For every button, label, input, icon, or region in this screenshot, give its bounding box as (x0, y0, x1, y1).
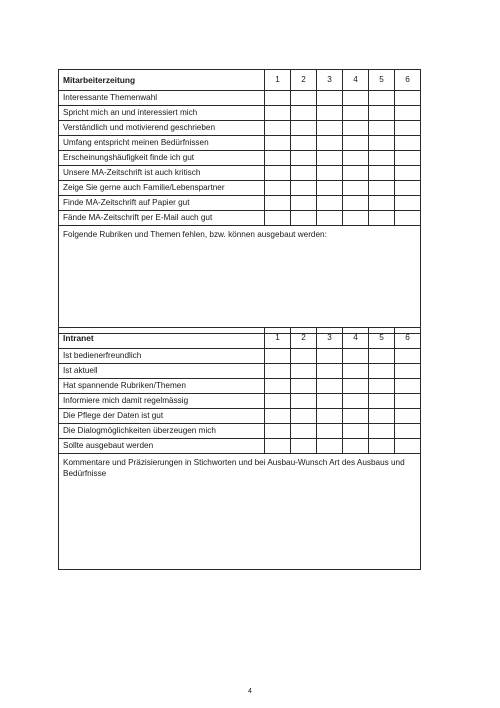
rating-cell[interactable] (265, 166, 291, 181)
question-label: Unsere MA-Zeitschrift ist auch kritisch (59, 166, 265, 181)
question-label: Zeige Sie gerne auch Familie/Lebenspartner (59, 181, 265, 196)
mitarbeiterzeitung-table (58, 69, 421, 334)
question-row (59, 349, 421, 364)
question-row (59, 364, 421, 379)
rating-cell[interactable] (291, 136, 317, 151)
rating-cell[interactable] (291, 151, 317, 166)
scale-label: 6 (395, 328, 421, 349)
rating-cell[interactable] (291, 439, 317, 454)
question-row (59, 136, 421, 151)
rating-cell[interactable] (317, 91, 343, 106)
rating-cell[interactable] (343, 364, 369, 379)
rating-cell[interactable] (395, 364, 421, 379)
rating-cell[interactable] (395, 181, 421, 196)
question-row (59, 196, 421, 211)
question-label: Erscheinungshäufigkeit finde ich gut (59, 151, 265, 166)
rating-cell[interactable] (395, 106, 421, 121)
rating-cell[interactable] (369, 349, 395, 364)
rating-cell[interactable] (395, 379, 421, 394)
rating-cell[interactable] (265, 106, 291, 121)
rating-cell[interactable] (343, 121, 369, 136)
rating-cell[interactable] (395, 349, 421, 364)
question-row (59, 424, 421, 439)
scale-label: 1 (265, 328, 291, 349)
rating-cell[interactable] (369, 196, 395, 211)
rating-cell[interactable] (317, 439, 343, 454)
section-title: Intranet (59, 328, 265, 349)
intranet-body (59, 328, 421, 570)
rating-cell[interactable] (395, 166, 421, 181)
rating-cell[interactable] (369, 181, 395, 196)
rating-cell[interactable] (291, 364, 317, 379)
rating-cell[interactable] (291, 91, 317, 106)
rating-cell[interactable] (343, 211, 369, 226)
rating-cell[interactable] (343, 136, 369, 151)
rating-cell[interactable] (369, 439, 395, 454)
scale-label: 1 (265, 70, 291, 91)
rating-cell[interactable] (291, 181, 317, 196)
rating-cell[interactable] (369, 151, 395, 166)
rating-cell[interactable] (291, 121, 317, 136)
page-number: 4 (248, 688, 252, 695)
rating-cell[interactable] (343, 439, 369, 454)
rating-cell[interactable] (369, 91, 395, 106)
rating-cell[interactable] (265, 211, 291, 226)
question-label: Ist aktuell (59, 364, 265, 379)
rating-cell[interactable] (317, 409, 343, 424)
question-row (59, 379, 421, 394)
comment-field[interactable]: Folgende Rubriken und Themen fehlen, bzw. können ausgebaut werden: (59, 226, 421, 334)
rating-cell[interactable] (265, 439, 291, 454)
rating-cell[interactable] (317, 211, 343, 226)
rating-cell[interactable] (265, 181, 291, 196)
rating-cell[interactable] (369, 121, 395, 136)
rating-cell[interactable] (369, 136, 395, 151)
rating-cell[interactable] (395, 121, 421, 136)
rating-cell[interactable] (317, 181, 343, 196)
rating-cell[interactable] (265, 424, 291, 439)
rating-cell[interactable] (369, 379, 395, 394)
rating-cell[interactable] (317, 364, 343, 379)
rating-cell[interactable] (343, 409, 369, 424)
rating-cell[interactable] (291, 409, 317, 424)
question-label: Die Dialogmöglichkeiten überzeugen mich (59, 424, 265, 439)
question-label: Hat spannende Rubriken/Themen (59, 379, 265, 394)
question-row (59, 409, 421, 424)
question-row (59, 181, 421, 196)
rating-cell[interactable] (395, 211, 421, 226)
rating-cell[interactable] (265, 121, 291, 136)
rating-cell[interactable] (265, 136, 291, 151)
rating-cell[interactable] (343, 379, 369, 394)
question-row (59, 106, 421, 121)
rating-cell[interactable] (317, 196, 343, 211)
rating-cell[interactable] (395, 424, 421, 439)
rating-cell[interactable] (265, 379, 291, 394)
scale-label: 3 (317, 70, 343, 91)
section-header-row (59, 328, 421, 349)
rating-cell[interactable] (291, 166, 317, 181)
rating-cell[interactable] (317, 151, 343, 166)
rating-cell[interactable] (343, 394, 369, 409)
rating-cell[interactable] (343, 151, 369, 166)
rating-cell[interactable] (395, 151, 421, 166)
rating-cell[interactable] (395, 394, 421, 409)
rating-cell[interactable] (369, 106, 395, 121)
question-row (59, 394, 421, 409)
intranet-table (58, 327, 421, 570)
rating-cell[interactable] (317, 394, 343, 409)
scale-label: 5 (369, 328, 395, 349)
question-row (59, 439, 421, 454)
question-label: Sollte ausgebaut werden (59, 439, 265, 454)
rating-cell[interactable] (317, 379, 343, 394)
rating-cell[interactable] (343, 424, 369, 439)
question-label: Ist bedienerfreundlich (59, 349, 265, 364)
scale-label: 6 (395, 70, 421, 91)
rating-cell[interactable] (369, 424, 395, 439)
rating-cell[interactable] (317, 136, 343, 151)
section-header-row (59, 70, 421, 91)
rating-cell[interactable] (343, 181, 369, 196)
rating-cell[interactable] (317, 349, 343, 364)
rating-cell[interactable] (369, 211, 395, 226)
question-row (59, 166, 421, 181)
question-label: Spricht mich an und interessiert mich (59, 106, 265, 121)
mitarbeiterzeitung-body (59, 70, 421, 334)
question-label: Fände MA-Zeitschrift per E-Mail auch gut (59, 211, 265, 226)
scale-label: 2 (291, 328, 317, 349)
question-row (59, 151, 421, 166)
scale-label: 3 (317, 328, 343, 349)
rating-cell[interactable] (291, 394, 317, 409)
rating-cell[interactable] (343, 106, 369, 121)
rating-cell[interactable] (265, 151, 291, 166)
rating-cell[interactable] (395, 409, 421, 424)
question-label: Die Pflege der Daten ist gut (59, 409, 265, 424)
rating-cell[interactable] (265, 394, 291, 409)
rating-cell[interactable] (395, 196, 421, 211)
rating-cell[interactable] (291, 106, 317, 121)
comment-row (59, 454, 421, 570)
rating-cell[interactable] (317, 106, 343, 121)
question-label: Interessante Themenwahl (59, 91, 265, 106)
scale-label: 5 (369, 70, 395, 91)
rating-cell[interactable] (291, 211, 317, 226)
rating-cell[interactable] (343, 196, 369, 211)
question-row (59, 211, 421, 226)
rating-cell[interactable] (291, 196, 317, 211)
rating-cell[interactable] (265, 409, 291, 424)
rating-cell[interactable] (343, 91, 369, 106)
scale-label: 2 (291, 70, 317, 91)
question-row (59, 121, 421, 136)
rating-cell[interactable] (265, 349, 291, 364)
rating-cell[interactable] (317, 424, 343, 439)
question-label: Informiere mich damit regelmässig (59, 394, 265, 409)
comment-field[interactable]: Kommentare und Präzisierungen in Stichworten und bei Ausbau-Wunsch Art des Ausbaus und Bedürfnisse (59, 454, 421, 570)
rating-cell[interactable] (395, 439, 421, 454)
rating-cell[interactable] (369, 166, 395, 181)
question-row (59, 91, 421, 106)
rating-cell[interactable] (317, 166, 343, 181)
rating-cell[interactable] (265, 91, 291, 106)
question-label: Umfang entspricht meinen Bedürfnissen (59, 136, 265, 151)
rating-cell[interactable] (291, 424, 317, 439)
scale-label: 4 (343, 328, 369, 349)
rating-cell[interactable] (369, 409, 395, 424)
question-label: Verständlich und motivierend geschrieben (59, 121, 265, 136)
rating-cell[interactable] (265, 196, 291, 211)
rating-cell[interactable] (369, 394, 395, 409)
rating-cell[interactable] (291, 349, 317, 364)
rating-cell[interactable] (265, 364, 291, 379)
rating-cell[interactable] (395, 91, 421, 106)
scale-label: 4 (343, 70, 369, 91)
question-label: Finde MA-Zeitschrift auf Papier gut (59, 196, 265, 211)
rating-cell[interactable] (343, 349, 369, 364)
rating-cell[interactable] (291, 379, 317, 394)
rating-cell[interactable] (395, 136, 421, 151)
rating-cell[interactable] (317, 121, 343, 136)
rating-cell[interactable] (369, 364, 395, 379)
comment-row (59, 226, 421, 334)
section-title: Mitarbeiterzeitung (59, 70, 265, 91)
rating-cell[interactable] (343, 166, 369, 181)
